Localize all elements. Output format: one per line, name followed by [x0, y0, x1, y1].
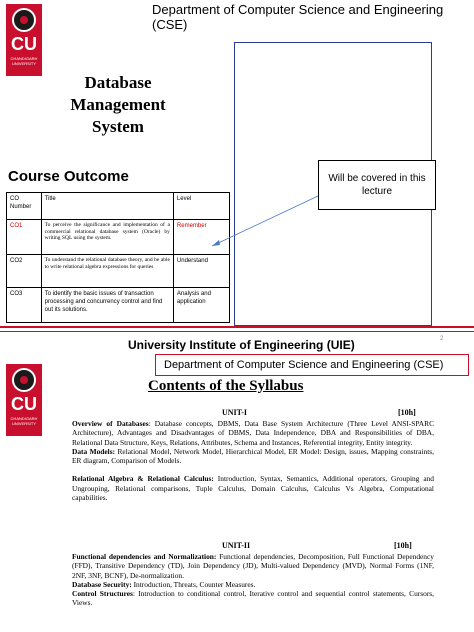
- arrowhead-icon: [212, 240, 220, 246]
- course-title-line: Database: [84, 73, 152, 92]
- topic-text: Functional dependencies, Decomposition, Full Functional Dependency (FFD), Transitive Dependency (TD), Join Dependency (JD), Multi-valued Dependency (MVD), Normal Forms (1NF, 2NF, 3NF, BCNF), De-normalization.: [72, 552, 434, 580]
- table-header-level: Level: [173, 193, 229, 220]
- topic-text: Relational Model, Network Model, Hierarchical Model, ER Model: Design, issues, Mapping constraints, ER diagram, Comparison of Models.: [72, 446, 434, 466]
- topic-text: : Database concepts, DBMS, Data Base System Architecture (Three Level ANSI-SPARC Architecture), Advantages and Disadvantages of DBMS, Data Independence, DBA and Responsibilities of DBA, Relational Data Structure, Keys, Relations, Attributes, Schema and Instances, Referential integrity, Entity integrity.: [72, 419, 435, 447]
- callout-box: Will be covered in this lecture: [318, 160, 436, 210]
- co-title: To perceive the significance and implementation of a commercial relational database system (Oracle) by writing SQL using the system.: [41, 220, 173, 255]
- co-level: Analysis and application: [173, 288, 229, 323]
- course-title-line: Management: [70, 95, 166, 114]
- syllabus-paragraph: [48, 419, 434, 447]
- table-header-co: CO Number: [7, 193, 42, 220]
- co-number: CO2: [7, 255, 42, 288]
- logo-name: CHANDIGARH UNIVERSITY: [10, 416, 38, 426]
- syllabus-paragraph: [48, 474, 434, 502]
- topic-heading: Control Structures: [72, 589, 133, 599]
- unit-label: UNIT-I: [222, 408, 248, 417]
- co-number: CO3: [7, 288, 42, 323]
- co-level: Remember: [173, 220, 229, 255]
- co-number: CO1: [7, 220, 42, 255]
- dept-header-box: Department of Computer Science and Engineering (CSE): [155, 354, 469, 376]
- course-outcome-heading: Course Outcome: [8, 168, 129, 185]
- institute-header: University Institute of Engineering (UIE): [128, 338, 355, 352]
- unit-hours: [10h]: [394, 541, 412, 550]
- topic-text: : Introduction to conditional control, Iterative control and sequential control statements, Cursors, Views.: [72, 589, 435, 608]
- course-title-line: System: [92, 117, 144, 136]
- slide-number: 2: [440, 336, 444, 342]
- topic-heading: Database Security:: [72, 579, 132, 589]
- syllabus-title: Contents of the Syllabus: [148, 378, 304, 394]
- unit2-section: [48, 552, 434, 608]
- topic-heading: Data Models:: [72, 446, 116, 456]
- unit1-section: [48, 419, 434, 502]
- red-divider-thin: [0, 331, 474, 332]
- topic-text: Introduction, Threats, Counter Measures.: [131, 579, 256, 589]
- unit-label: UNIT-II: [222, 541, 251, 550]
- logo-abbr: CU: [11, 394, 37, 414]
- dept-header: Department of Computer Science and Engineering (CSE): [152, 2, 444, 32]
- co-title: To understand the relational database theory, and be able to write relational algebra expressions for queries: [41, 255, 173, 288]
- topic-text: Introduction, Syntax, Semantics, Additional operators, Grouping and Ungrouping, Relational comparisons, Tuple Calculus, Domain Calculus, Calculus Vs Algebra, Computational capabilities.: [72, 474, 434, 503]
- arrow-line: [212, 196, 318, 246]
- co-level: Understand: [173, 255, 229, 288]
- university-seal-icon: [12, 368, 36, 392]
- co-title: To identify the basic issues of transaction processing and concurrency control and find out its solutions.: [41, 288, 173, 323]
- syllabus-paragraph: [48, 589, 434, 608]
- table-header-title: Title: [41, 193, 173, 220]
- logo-abbr: CU: [11, 34, 37, 54]
- red-divider: [0, 326, 474, 328]
- topic-heading: Functional dependencies and Normalization:: [72, 552, 217, 561]
- cu-logo: [6, 364, 42, 436]
- topic-heading: Overview of Databases: [72, 419, 149, 428]
- logo-name: CHANDIGARH UNIVERSITY: [10, 56, 38, 66]
- syllabus-paragraph: [48, 447, 434, 466]
- topic-heading: Relational Algebra & Relational Calculus:: [72, 474, 214, 484]
- unit-hours: [10h]: [398, 408, 416, 417]
- syllabus-paragraph: [48, 580, 434, 589]
- syllabus-paragraph: [48, 552, 434, 580]
